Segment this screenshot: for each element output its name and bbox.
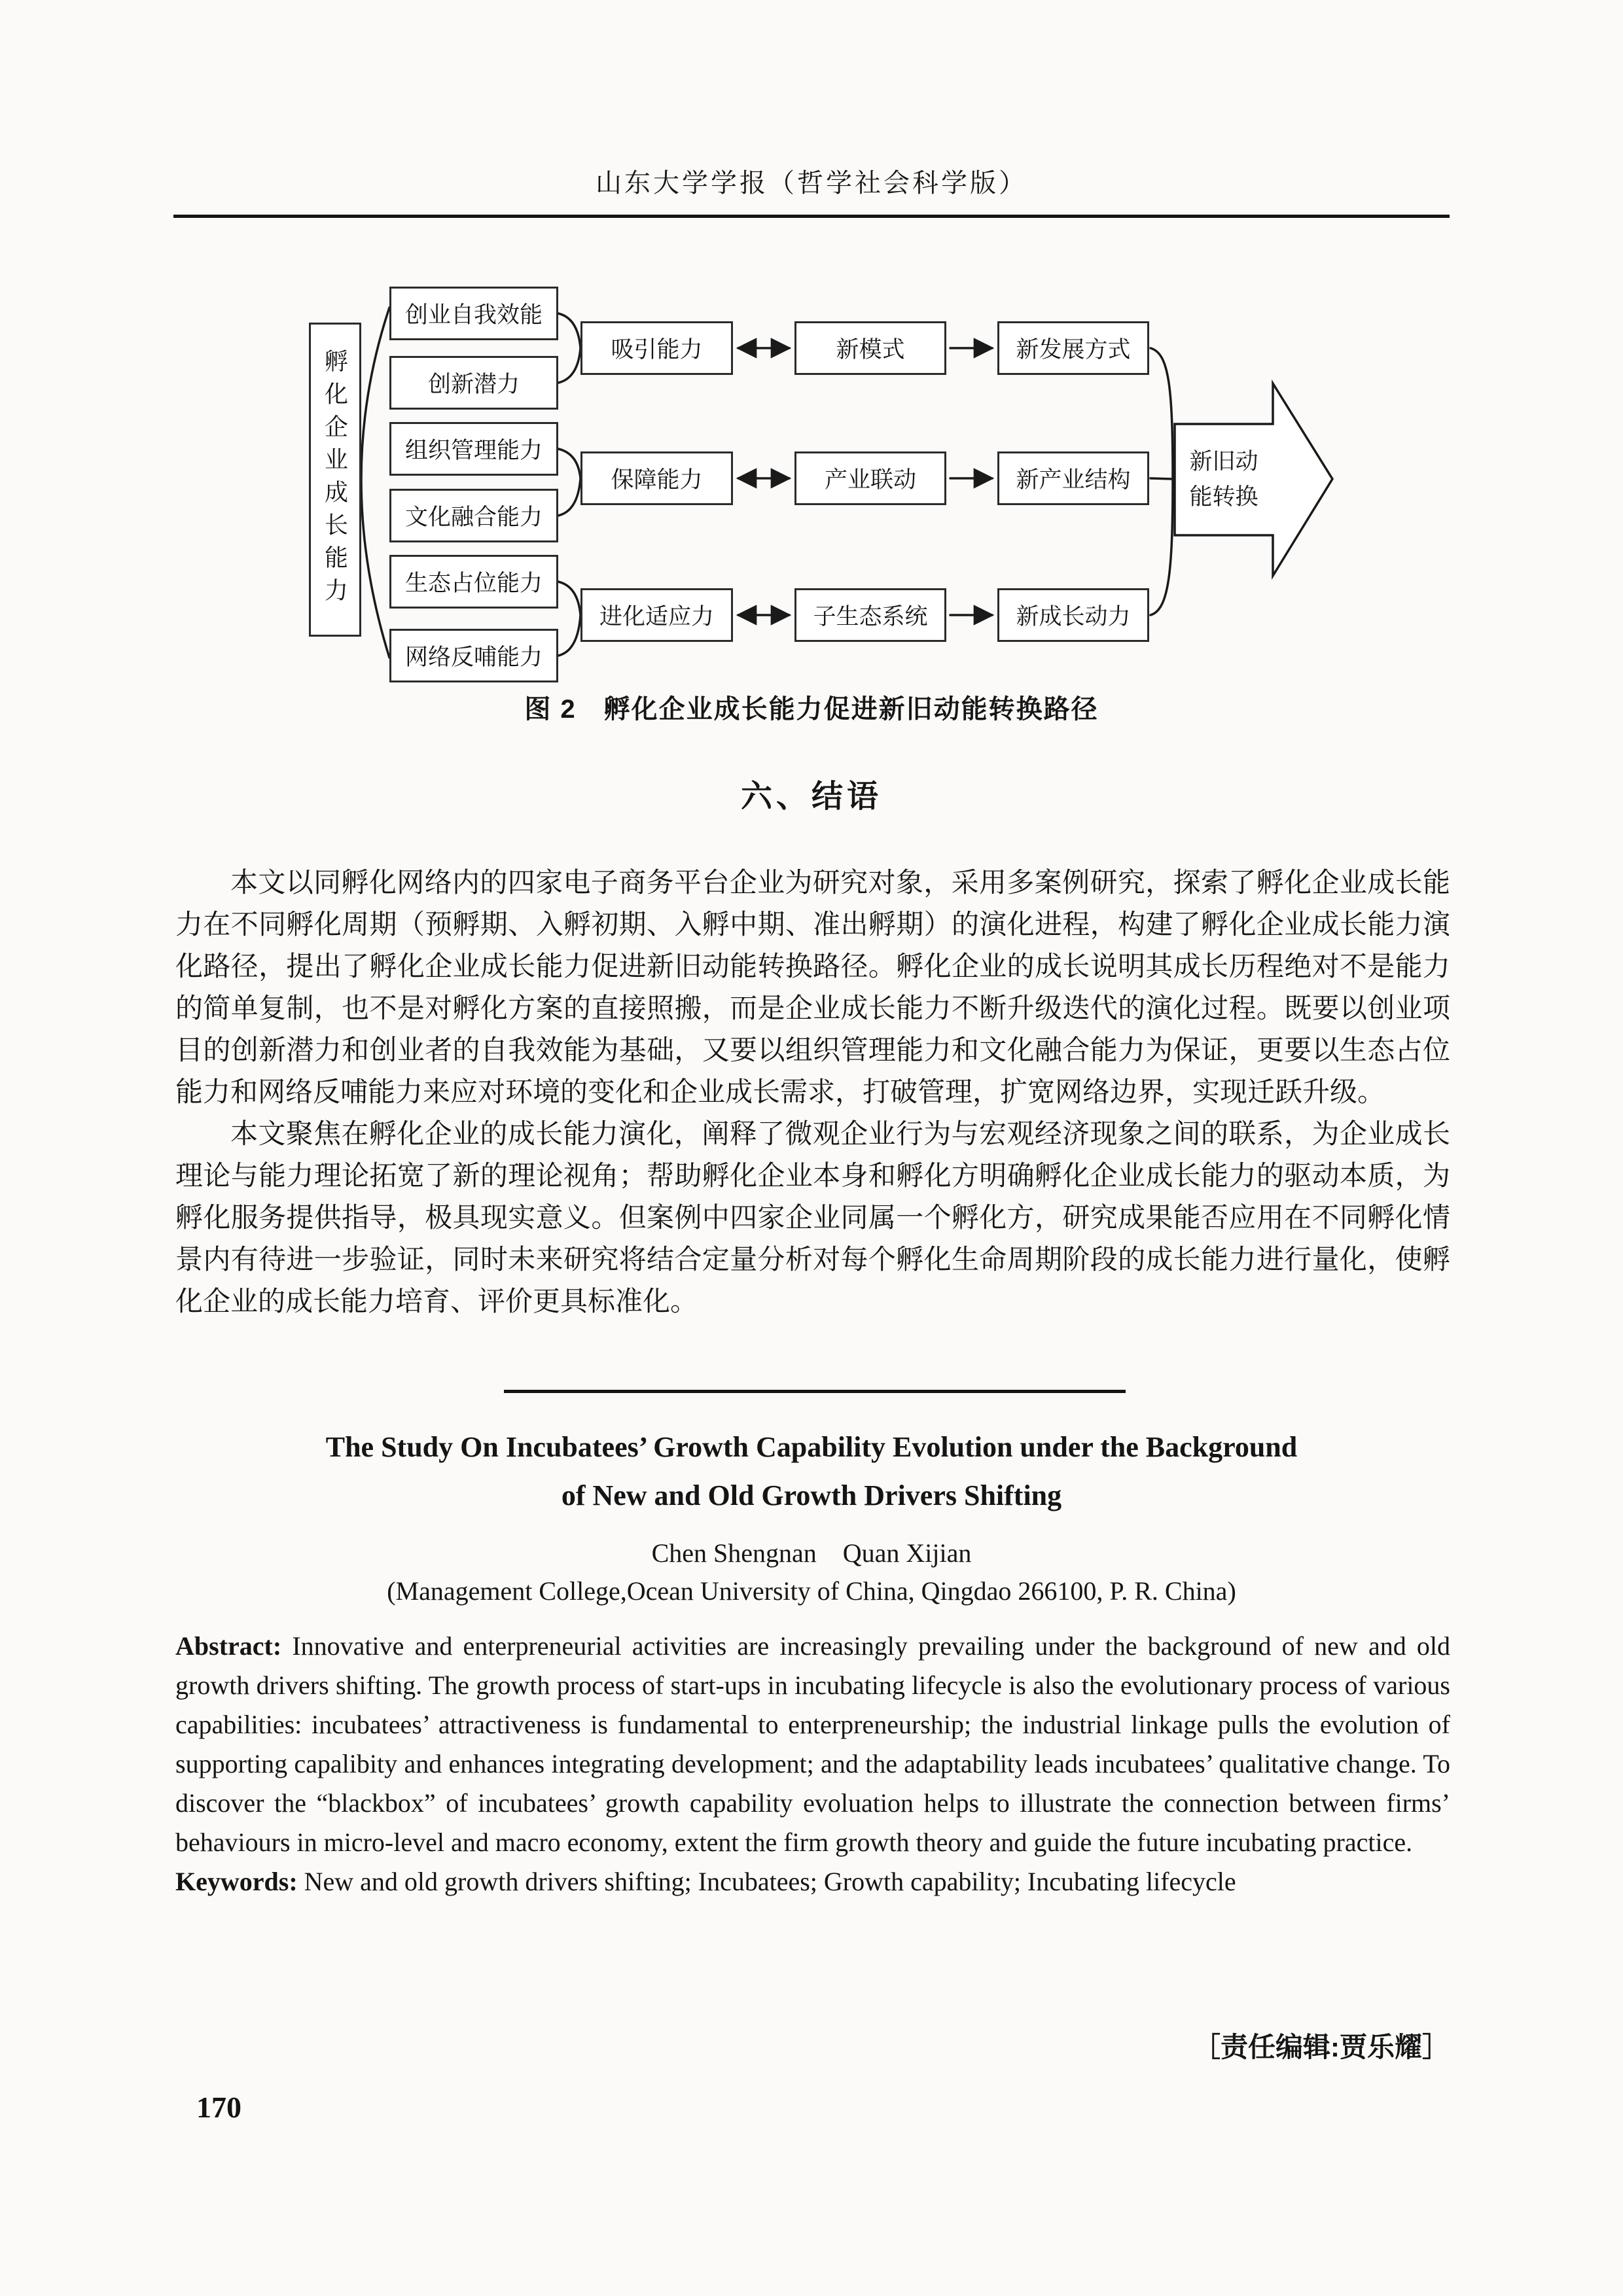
- diagram-box-capability-3: 组织管理能力: [389, 422, 558, 476]
- figure-2-diagram: [288, 275, 1348, 733]
- english-title-line1: The Study On Incubatees’ Growth Capability Evolution under the Background: [325, 1431, 1298, 1463]
- diagram-box-capability-4: 文化融合能力: [389, 489, 558, 542]
- diagram-box-mediating-2: 保障能力: [580, 451, 733, 505]
- header-rule: [173, 215, 1450, 218]
- keywords-label: Keywords:: [175, 1867, 298, 1896]
- diagram-box-capability-1: 创业自我效能: [389, 287, 558, 340]
- english-authors: Chen Shengnan Quan Xijian: [651, 1538, 972, 1568]
- brace-group-1: [558, 313, 580, 383]
- diagram-box-outcome-1: 新发展方式: [997, 321, 1149, 375]
- english-affiliation: (Management College,Ocean University of China, Qingdao 266100, P. R. China): [387, 1576, 1236, 1606]
- outcome-brace: [1150, 348, 1173, 615]
- abstract-label: Abstract:: [175, 1631, 282, 1661]
- conclusion-text: [175, 862, 1450, 1323]
- conclusion-paragraph-1: 本文以同孵化网络内的四家电子商务平台企业为研究对象，采用多案例研究，探索了孵化企业成长能力在不同孵化周期（预孵期、入孵初期、入孵中期、准出孵期）的演化进程，构建了孵化企业成长能力演化路径，提出了孵化企业成长能力促进新旧动能转换路径。孵化企业的成长说明其成长历程绝对不是能力的简单复制，也不是对孵化方案的直接照搬，而是企业成长能力不断升级迭代的演化过程。既要以创业项目的创新潜力和创业者的自我效能为基础，又要以组织管理能力和文化融合能力为保证，更要以生态占位能力和网络反哺能力来应对环境的变化和企业成长需求，打破管理，扩宽网络边界，实现迁跃升级。: [175, 868, 1450, 1108]
- diagram-box-mediating-1: 吸引能力: [580, 321, 733, 375]
- diagram-box-mode-3: 子生态系统: [794, 588, 946, 642]
- abstract-paragraph: [175, 1627, 1450, 1862]
- result-arrow-label: [1175, 424, 1273, 535]
- result-arrow-line2: 能转换: [1189, 484, 1258, 510]
- brace-group-3: [558, 582, 580, 656]
- title-separator-rule: [504, 1390, 1126, 1393]
- diagram-box-outcome-3: 新成长动力: [997, 588, 1149, 642]
- figure-caption: 图 2 孵化企业成长能力促进新旧动能转换路径: [524, 695, 1099, 724]
- journal-header: 山东大学学报（哲学社会科学版）: [596, 168, 1027, 198]
- diagram-box-mediating-3: 进化适应力: [580, 588, 733, 642]
- abstract-text: Innovative and enterpreneurial activities are increasingly prevailing under the background of new and old growth drivers shifting. The growth process of start-ups in incubating lifecycle is also the evolutionary process of various capabilities: incubatees’ attractiveness is fundamental to enterpreneurship; the industrial linkage pulls the evolution of supporting capalibity and enhances integrating development; and the adaptability leads incubatees’ qualitative change. To discover the “blackbox” of incubatees’ growth capability evoluation helps to illustrate the connection between firms’ behaviours in micro-level and macro economy, extent the firm growth theory and guide the future incubating practice.: [175, 1631, 1450, 1857]
- conclusion-paragraph-2: 本文聚焦在孵化企业的成长能力演化，阐释了微观企业行为与宏观经济现象之间的联系，为企业成长理论与能力理论拓宽了新的理论视角；帮助孵化企业本身和孵化方明确孵化企业成长能力的驱动本质，为孵化服务提供指导，极具现实意义。但案例中四家企业同属一个孵化方，研究成果能否应用在不同孵化情景内有待进一步验证，同时未来研究将结合定量分析对每个孵化生命周期阶段的成长能力进行量化，使孵化企业的成长能力培育、评价更具标准化。: [175, 1120, 1450, 1317]
- editor-note: ［责任编辑:贾乐耀］: [1193, 2032, 1450, 2062]
- keywords-paragraph: [175, 1862, 1450, 1901]
- english-title-line2: of New and Old Growth Drivers Shifting: [561, 1479, 1062, 1511]
- section-title: 六、结语: [740, 779, 882, 814]
- keywords-text: New and old growth drivers shifting; Incubatees; Growth capability; Incubating lifecycle: [297, 1867, 1236, 1896]
- diagram-box-capability-6: 网络反哺能力: [389, 629, 558, 682]
- diagram-box-outcome-2: 新产业结构: [997, 451, 1149, 505]
- abstract-block: [175, 1627, 1450, 1901]
- result-arrow-line1: 新旧动: [1189, 449, 1258, 474]
- diagram-box-mode-2: 产业联动: [794, 451, 946, 505]
- diagram-box-mode-1: 新模式: [794, 321, 946, 375]
- diagram-box-capability-5: 生态占位能力: [389, 555, 558, 609]
- diagram-root-box: 孵化企业成长能力: [309, 323, 361, 637]
- page-number: 170: [196, 2091, 241, 2124]
- root-brace: [361, 308, 389, 658]
- brace-group-2: [558, 449, 580, 516]
- diagram-box-capability-2: 创新潜力: [389, 356, 558, 410]
